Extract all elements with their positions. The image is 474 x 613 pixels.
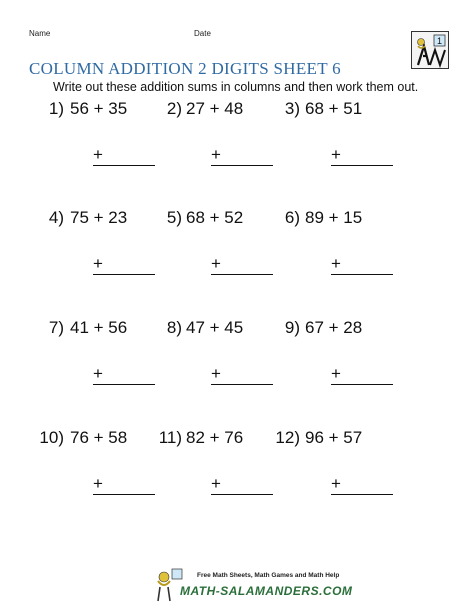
answer-line xyxy=(331,494,393,495)
answer-line xyxy=(211,274,273,275)
problem-number: 6) xyxy=(284,208,300,227)
plus-sign: + xyxy=(211,474,221,493)
page-title: COLUMN ADDITION 2 DIGITS SHEET 6 xyxy=(29,59,341,78)
problem-number: 3) xyxy=(284,99,300,118)
problem-number: 4) xyxy=(48,208,64,227)
answer-line xyxy=(93,384,155,385)
problem-number: 11) xyxy=(158,428,182,447)
problem-number: 7) xyxy=(48,318,64,337)
problem-expression: 68 + 52 xyxy=(186,208,244,227)
plus-sign: + xyxy=(211,254,221,273)
problem-expression: 41 + 56 xyxy=(70,318,128,337)
plus-sign: + xyxy=(211,145,221,164)
plus-sign: + xyxy=(93,474,103,493)
problem-expression: 67 + 28 xyxy=(305,318,363,337)
answer-line xyxy=(331,165,393,166)
footer-tagline: Free Math Sheets, Math Games and Math Help xyxy=(197,572,340,579)
problem-number: 2) xyxy=(166,99,182,118)
problem-expression: 56 + 35 xyxy=(70,99,128,118)
plus-sign: + xyxy=(211,364,221,383)
plus-sign: + xyxy=(331,254,341,273)
logo-badge: 1 xyxy=(436,36,443,46)
problem-expression: 68 + 51 xyxy=(305,99,363,118)
problem-number: 10) xyxy=(39,428,64,447)
problem-number: 5) xyxy=(166,208,182,227)
plus-sign: + xyxy=(331,474,341,493)
problem-expression: 76 + 58 xyxy=(70,428,128,447)
answer-line xyxy=(93,494,155,495)
date-label: Date xyxy=(194,29,211,38)
answer-line xyxy=(211,165,273,166)
answer-line xyxy=(331,274,393,275)
answer-line xyxy=(93,165,155,166)
plus-sign: + xyxy=(93,254,103,273)
plus-sign: + xyxy=(331,145,341,164)
answer-line xyxy=(93,274,155,275)
problem-expression: 89 + 15 xyxy=(305,208,363,227)
problem-number: 12) xyxy=(275,428,300,447)
problem-expression: 82 + 76 xyxy=(186,428,244,447)
problem-expression: 75 + 23 xyxy=(70,208,128,227)
problem-number: 1) xyxy=(48,99,64,118)
plus-sign: + xyxy=(93,145,103,164)
plus-sign: + xyxy=(93,364,103,383)
problem-expression: 27 + 48 xyxy=(186,99,244,118)
plus-sign: + xyxy=(331,364,341,383)
problem-expression: 47 + 45 xyxy=(186,318,244,337)
problem-number: 8) xyxy=(166,318,182,337)
answer-line xyxy=(211,494,273,495)
problem-expression: 96 + 57 xyxy=(305,428,363,447)
instructions-text: Write out these addition sums in columns and then work them out. xyxy=(53,80,419,94)
salamander-logo-icon xyxy=(411,31,449,69)
name-label: Name xyxy=(29,29,51,38)
problem-number: 9) xyxy=(284,318,300,337)
answer-line xyxy=(331,384,393,385)
footer-site-link[interactable]: MATH-SALAMANDERS.COM xyxy=(180,584,353,598)
answer-line xyxy=(211,384,273,385)
